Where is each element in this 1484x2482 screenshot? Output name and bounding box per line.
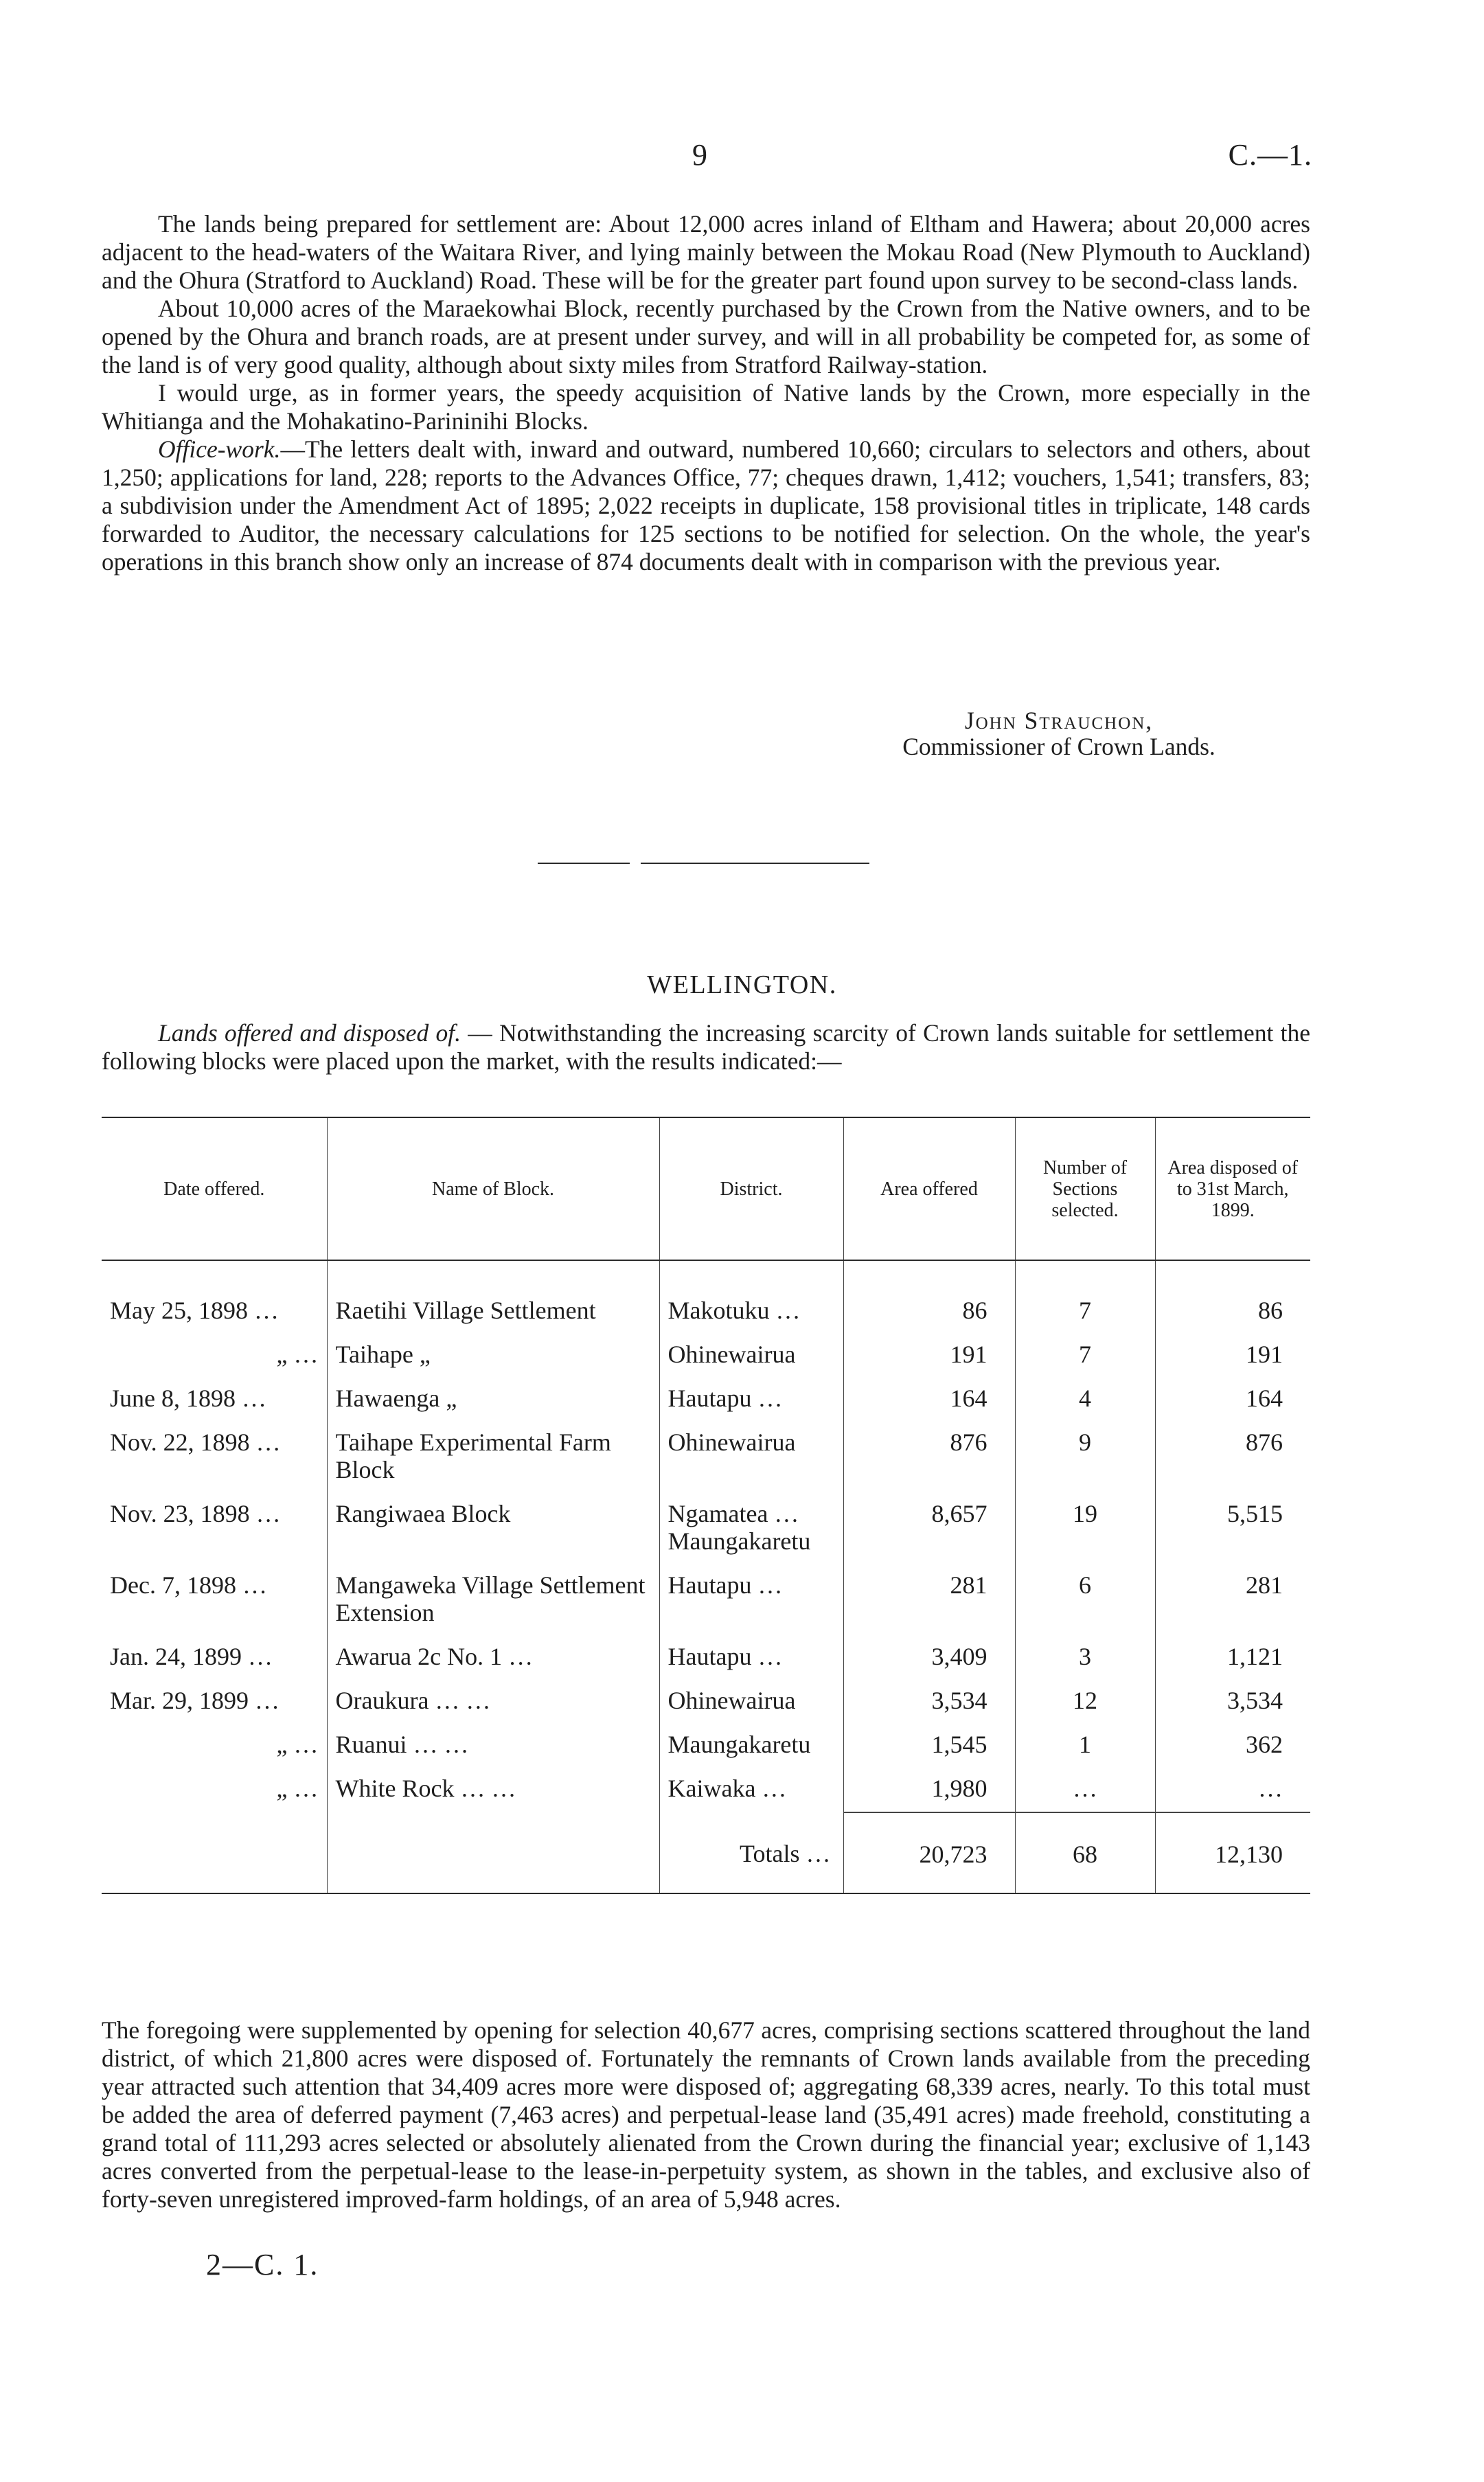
cell-date: Dec. 7, 1898 … [110, 1571, 267, 1599]
closing-paragraph: The foregoing were supplemented by opening for selection 40,677 acres, comprising sections scattered throughout the land district, of which 21,800 acres were disposed of. Fortunately the remnants of Crown lands available from the preceding year attracted such attention that 34,409 acres more were disposed of; aggregating 68,339 acres, nearly. To this total must be added the area of deferred payment (7,463 acres) and perpetual-lease land (35,491 acres) made freehold, constituting a grand total of 111,293 acres selected or absolutely alienated from the Crown during the financial year; exclusive of 1,143 acres converted from the perpetual-lease to the lease-in-perpetuity system, as shown in the tables, and exclusive also of forty-seven unregistered improved-farm holdings, of an area of 5,948 acres. [102, 2016, 1310, 2213]
cell-district: Hautapu … [659, 1564, 843, 1636]
footer-reference: 2—C. 1. [206, 2248, 319, 2281]
header-district: District. [659, 1117, 843, 1260]
intro-text-block [102, 210, 1310, 576]
cell-date: Mar. 29, 1899 … [110, 1687, 279, 1714]
cell-area: 8,657 [843, 1493, 1015, 1564]
cell-district: Ohinewairua [659, 1422, 843, 1493]
cell-block: Hawaenga „ [327, 1378, 659, 1422]
cell-disposed: 362 [1155, 1724, 1310, 1768]
lands-intro [102, 1019, 1310, 1075]
cell-disposed: 164 [1155, 1378, 1310, 1422]
header-sections: Number of Sections selected. [1015, 1117, 1155, 1260]
cell-district: Hautapu … [659, 1378, 843, 1422]
cell-district: Makotuku … [659, 1260, 843, 1334]
cell-block: Ruanui … … [327, 1724, 659, 1768]
cell-sections: 7 [1015, 1334, 1155, 1378]
section-title: WELLINGTON. [647, 970, 837, 999]
table-row [102, 1422, 1310, 1493]
lands-intro-paragraph [102, 1019, 1310, 1075]
cell-date: Nov. 23, 1898 … [110, 1500, 281, 1527]
cell-sections: 19 [1015, 1493, 1155, 1564]
totals-label: Totals … [659, 1812, 843, 1893]
header-date: Date offered. [102, 1117, 327, 1260]
table-row [102, 1334, 1310, 1378]
cell-date: June 8, 1898 … [110, 1385, 266, 1412]
cell-area: 86 [843, 1260, 1015, 1334]
cell-district: Ohinewairua [659, 1680, 843, 1724]
cell-block: Taihape Experimental Farm Block [327, 1422, 659, 1493]
cell-district: Hautapu … [659, 1636, 843, 1680]
signature-title: Commissioner of Crown Lands. [902, 733, 1215, 760]
cell-date: Jan. 24, 1899 … [110, 1643, 273, 1670]
table-row [102, 1680, 1310, 1724]
totals-row [102, 1812, 1310, 1893]
cell-sections: 12 [1015, 1680, 1155, 1724]
table-row [102, 1260, 1310, 1334]
paragraph-maraekowhai: About 10,000 acres of the Maraekowhai Block, recently purchased by the Crown from the Native owners, and to be opened by the Ohura and branch roads, are at present under survey, and will in all probability be competed for, as some of the land is of very good quality, although about sixty miles from Stratford Railway-station. [102, 295, 1310, 378]
cell-date: „ … [276, 1731, 319, 1758]
cell-block: White Rock … … [327, 1768, 659, 1812]
cell-district: Maungakaretu [659, 1724, 843, 1768]
cell-block: Rangiwaea Block [327, 1493, 659, 1564]
table-row [102, 1378, 1310, 1422]
cell-disposed: 86 [1155, 1260, 1310, 1334]
header-disposed: Area disposed of to 31st March, 1899. [1155, 1117, 1310, 1260]
cell-disposed: 876 [1155, 1422, 1310, 1493]
closing-text-block [102, 2016, 1310, 2213]
table-row [102, 1636, 1310, 1680]
table-row [102, 1724, 1310, 1768]
table-row [102, 1564, 1310, 1636]
section-divider-left [538, 863, 630, 864]
paragraph-office-work [102, 435, 1310, 576]
cell-block: Oraukura … … [327, 1680, 659, 1724]
signature-name: John Strauchon, [964, 707, 1154, 734]
totals-area: 20,723 [843, 1812, 1015, 1893]
cell-disposed: 281 [1155, 1564, 1310, 1636]
paragraph-native-lands: I would urge, as in former years, the speedy acquisition of Native lands by the Crown, more especially in the Whitianga and the Mohakatino-Parininihi Blocks. [102, 379, 1310, 435]
cell-district: Ohinewairua [659, 1334, 843, 1378]
section-divider-right [641, 863, 869, 864]
cell-disposed: 3,534 [1155, 1680, 1310, 1724]
cell-sections: 6 [1015, 1564, 1155, 1636]
cell-sections: 9 [1015, 1422, 1155, 1493]
cell-area: 876 [843, 1422, 1015, 1493]
table-row [102, 1493, 1310, 1564]
cell-disposed: 5,515 [1155, 1493, 1310, 1564]
header-block: Name of Block. [327, 1117, 659, 1260]
lands-table [102, 1117, 1310, 1894]
cell-area: 3,534 [843, 1680, 1015, 1724]
cell-district: Kaiwaka … [659, 1768, 843, 1812]
paragraph-lands-prepared: The lands being prepared for settlement are: About 12,000 acres inland of Eltham and Hawera; about 20,000 acres adjacent to the head-waters of the Waitara River, and lying mainly between the Mokau Road (New Plymouth to Auckland) and the Ohura (Stratford to Auckland) Road. These will be for the greater part found upon survey to be second-class lands. [102, 210, 1310, 294]
office-work-lead: Office-work. [158, 435, 281, 463]
cell-block: Mangaweka Village Settlement Extension [327, 1564, 659, 1636]
cell-area: 1,980 [843, 1768, 1015, 1812]
cell-sections: 3 [1015, 1636, 1155, 1680]
cell-date: „ … [276, 1341, 319, 1368]
cell-area: 1,545 [843, 1724, 1015, 1768]
lands-intro-lead: Lands offered and disposed of. [158, 1019, 461, 1047]
cell-sections: 4 [1015, 1378, 1155, 1422]
lands-intro-text: — Notwithstanding the increasing scarcity of Crown lands suitable for settlement the following blocks were placed upon the market, with the results indicated:— [102, 1019, 1310, 1075]
cell-district: Ngamatea … Maungakaretu [659, 1493, 843, 1564]
cell-disposed: … [1155, 1768, 1310, 1812]
totals-disposed: 12,130 [1155, 1812, 1310, 1893]
cell-sections: 1 [1015, 1724, 1155, 1768]
page-number: 9 [692, 138, 707, 172]
table-row [102, 1768, 1310, 1812]
cell-area: 3,409 [843, 1636, 1015, 1680]
cell-date: May 25, 1898 … [110, 1297, 279, 1324]
cell-date: „ … [276, 1775, 319, 1802]
cell-sections: … [1015, 1768, 1155, 1812]
cell-area: 281 [843, 1564, 1015, 1636]
cell-area: 164 [843, 1378, 1015, 1422]
totals-empty-block [327, 1812, 659, 1893]
table-header-row [102, 1117, 1310, 1260]
office-work-text: —The letters dealt with, inward and outward, numbered 10,660; circulars to selectors and others, about 1,250; applications for land, 228; reports to the Advances Office, 77; cheques drawn, 1,412; vouchers, 1,541; transfers, 83; a subdivision under the Amendment Act of 1895; 2,022 receipts in duplicate, 158 provisional titles in triplicate, 148 cards forwarded to Auditor, the necessary calculations for 125 sections to be notified for selection. On the whole, the year's operations in this branch show only an increase of 874 documents dealt with in comparison with the previous year. [102, 435, 1310, 576]
cell-disposed: 1,121 [1155, 1636, 1310, 1680]
totals-sections: 68 [1015, 1812, 1155, 1893]
cell-date: Nov. 22, 1898 … [110, 1428, 281, 1456]
cell-block: Awarua 2c No. 1 … [327, 1636, 659, 1680]
document-reference: C.—1. [1228, 138, 1312, 172]
cell-area: 191 [843, 1334, 1015, 1378]
cell-sections: 7 [1015, 1260, 1155, 1334]
cell-block: Raetihi Village Settlement [327, 1260, 659, 1334]
header-area: Area offered [843, 1117, 1015, 1260]
cell-disposed: 191 [1155, 1334, 1310, 1378]
cell-block: Taihape „ [327, 1334, 659, 1378]
totals-empty-date [102, 1812, 327, 1893]
